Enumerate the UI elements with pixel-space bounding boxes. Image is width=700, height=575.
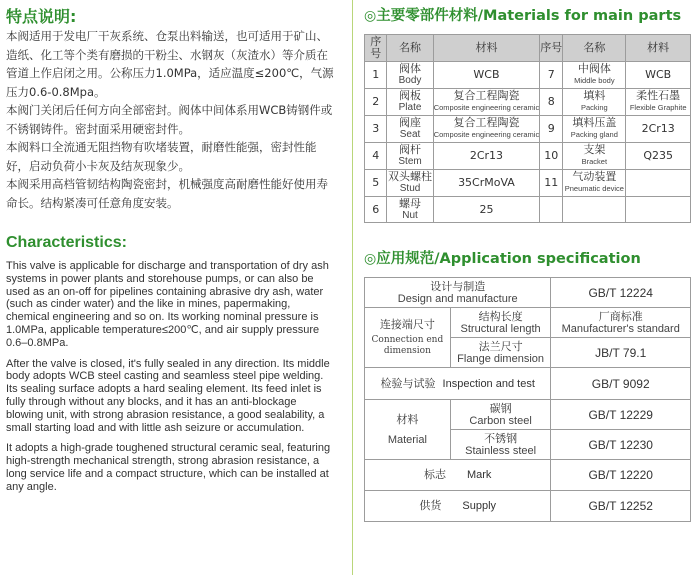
table-row [365, 170, 691, 197]
features-cn-paragraph: 本阀适用于发电厂干灰系统、仓泵出料输送，也可适用于矿山、造纸、化工等个类有磨损的干粉尘、水钢灰（灰渣水）等介质在管道上作启闭之用。公称压力1.0MPa，适应温度≤200℃，气源压力0.6-0.8Mpa。 [6, 29, 334, 99]
header-name: 名称 [387, 35, 433, 62]
table-row [365, 143, 691, 170]
part-name: 阀板 Plate [387, 89, 433, 116]
features-cn-title: 特点说明: [6, 7, 77, 26]
spec-group: 连接端尺寸 Connection end dimension [365, 308, 451, 368]
features-cn-body [6, 27, 336, 212]
part-no: 9 [540, 116, 563, 143]
part-no [540, 197, 563, 223]
part-material: 2Cr13 [433, 143, 539, 170]
right-column [364, 0, 694, 522]
part-material: 柔性石墨 Flexible Graphite [626, 89, 691, 116]
spec-item: 碳钢 Carbon steel [450, 400, 551, 430]
part-material: 2Cr13 [626, 116, 691, 143]
left-column [6, 0, 336, 502]
spec-item: 检验与试验 Inspection and test [365, 368, 551, 400]
table-row [365, 400, 691, 430]
part-name: 气动装置 Pneumatic device [563, 170, 626, 197]
part-no: 6 [365, 197, 387, 223]
part-name [563, 197, 626, 223]
circle-marker-icon: ◎ [364, 251, 377, 267]
table-row [365, 491, 691, 522]
spec-item: 设计与制造 Design and manufacture [365, 278, 551, 308]
spec-item: 不锈钢 Stainless steel [450, 430, 551, 460]
features-en-paragraph: This valve is applicable for discharge and transportation of dry ash systems in power plants and storehouse pumps, or can also be used as an on-off for pipelines containing abrasive dry ash, water (such as cinder water) and the like in mines, papermaking, chemical engineering and so on. Its working nominal pressure is 1.0MPa, applicable temperature≤200℃, and air supply pressure 0.6–0.8MPa. [6, 260, 329, 349]
table-row [365, 62, 691, 89]
application-title [364, 247, 694, 269]
part-material: Q235 [626, 143, 691, 170]
part-material [626, 197, 691, 223]
application-table [364, 277, 691, 522]
part-name: 阀杆 Stem [387, 143, 433, 170]
header-no: 序号 [540, 35, 563, 62]
part-no: 3 [365, 116, 387, 143]
spec-item: 结构长度 Structural length [450, 308, 551, 338]
table-row [365, 116, 691, 143]
part-no: 2 [365, 89, 387, 116]
features-en-paragraph: After the valve is closed, it's fully sealed in any direction. Its middle body adopts WCB steel casting and seamless steel pipe welding. Its sealing surface adopts a hard sealing element. Its feed inlet is fully through without any blocks, and it has an anti-blockage blowing unit, with strong abrasion resistance, a good sealability, a small starting load and with little ash seizure or accumulation. [6, 357, 330, 434]
part-material: 复合工程陶瓷 Composite engineering ceramic [433, 116, 539, 143]
table-row [365, 197, 691, 223]
table-row [365, 368, 691, 400]
part-material [626, 170, 691, 197]
column-divider [352, 0, 353, 575]
spec-standard: GB/T 12230 [551, 430, 691, 460]
table-row [365, 460, 691, 491]
features-en-title: Characteristics: [6, 234, 127, 251]
part-material: WCB [626, 62, 691, 89]
features-cn-paragraph: 本阀采用高档管韧结构陶瓷密封，机械强度高耐磨性能好使用寿命长。结构紧凑可任意角度安装。 [6, 177, 328, 210]
spec-item: 供货 Supply [365, 491, 551, 522]
application-title-text: 应用规范/Application specification [376, 251, 641, 267]
part-no: 4 [365, 143, 387, 170]
header-material: 材料 [626, 35, 691, 62]
features-cn-paragraph: 本阀门关闭后任何方向全部密封。阀体中间体系用WCB铸钢件或不锈钢铸件。密封面采用硬密封件。 [6, 103, 333, 136]
part-no: 1 [365, 62, 387, 89]
spec-standard: 厂商标准 Manufacturer's standard [551, 308, 691, 338]
spec-standard: GB/T 9092 [551, 368, 691, 400]
part-no: 7 [540, 62, 563, 89]
part-no: 5 [365, 170, 387, 197]
part-name: 支架 Bracket [563, 143, 626, 170]
features-en-body [6, 260, 336, 494]
part-no: 11 [540, 170, 563, 197]
part-name: 填料压盖 Packing gland [563, 116, 626, 143]
features-cn-paragraph: 本阀料口全流通无阻挡物有吹堵装置，耐磨性能强，密封性能好，启动负荷小卡灰及结灰现象少。 [6, 140, 317, 173]
part-name: 双头螺柱 Stud [387, 170, 433, 197]
part-material: 25 [433, 197, 539, 223]
header-no: 序号 [365, 35, 387, 62]
table-row [365, 89, 691, 116]
spec-standard: GB/T 12224 [551, 278, 691, 308]
part-name: 阀座 Seat [387, 116, 433, 143]
materials-title-text: 主要零部件材料/Materials for main parts [376, 8, 682, 24]
table-row [365, 308, 691, 338]
part-name: 螺母 Nut [387, 197, 433, 223]
circle-marker-icon: ◎ [364, 8, 377, 24]
part-material: WCB [433, 62, 539, 89]
spec-item: 法兰尺寸 Flange dimension [450, 338, 551, 368]
part-material: 复合工程陶瓷 Composite engineering ceramic [433, 89, 539, 116]
materials-table [364, 34, 691, 223]
spec-standard: JB/T 79.1 [551, 338, 691, 368]
spec-item: 标志 Mark [365, 460, 551, 491]
spec-standard: GB/T 12220 [551, 460, 691, 491]
header-name: 名称 [563, 35, 626, 62]
spec-standard: GB/T 12229 [551, 400, 691, 430]
part-name: 填料 Packing [563, 89, 626, 116]
part-no: 8 [540, 89, 563, 116]
header-material: 材料 [433, 35, 539, 62]
materials-header-row [365, 35, 691, 62]
spec-standard: GB/T 12252 [551, 491, 691, 522]
part-material: 35CrMoVA [433, 170, 539, 197]
part-no: 10 [540, 143, 563, 170]
table-row [365, 278, 691, 308]
features-en-paragraph: It adopts a high-grade toughened structural ceramic seal, featuring high-strength mechanical strength, strong abrasion resistance, a long service life and a compact structure, which can be installed at any angle. [6, 442, 331, 493]
materials-title [364, 4, 694, 26]
part-name: 中阀体 Middle body [563, 62, 626, 89]
spec-group: 材料 Material [365, 400, 451, 460]
part-name: 阀体 Body [387, 62, 433, 89]
